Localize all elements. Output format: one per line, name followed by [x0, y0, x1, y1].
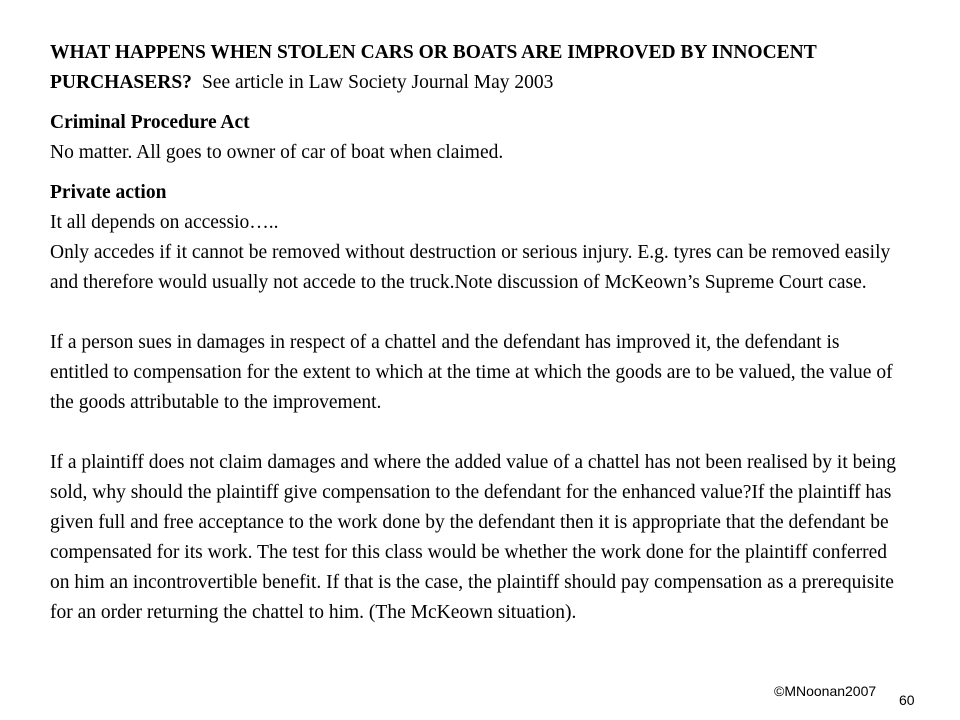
private-section	[50, 178, 900, 298]
heading-title: WHAT HAPPENS WHEN STOLEN CARS OR BOATS ARE IMPROVED BY INNOCENT PURCHASERS?	[50, 42, 817, 93]
private-line1: It all depends on accessio…..	[50, 212, 279, 233]
heading-reference: See article in Law Society Journal May 2003	[201, 72, 554, 93]
criminal-title: Criminal Procedure Act	[50, 112, 250, 133]
private-title: Private action	[50, 182, 167, 203]
footer-page-number: 60	[899, 692, 915, 708]
spacer	[50, 418, 900, 448]
slide-heading	[50, 38, 900, 98]
criminal-section	[50, 108, 900, 168]
private-para3: If a plaintiff does not claim damages and where the added value of a chattel has not been realised by it being sold, why should the plaintiff give compensation to the defendant for the enhanced value?If the plaintiff has given full and free acceptance to the work done by the defendant then it is appropriate that the defendant be compensated for its work. The test for this class would be whether the work done for the plaintiff conferred on him an incontrovertible benefit. If that is the case, the plaintiff should pay compensation as a prerequisite for an order returning the chattel to him. (The McKeown situation).	[50, 452, 896, 623]
private-para2: If a person sues in damages in respect of a chattel and the defendant has improved it, the defendant is entitled to compensation for the extent to which at the time at which the goods are to be valued, the value of the goods attributable to the improvement.	[50, 332, 893, 413]
slide-content	[50, 38, 900, 628]
spacer	[50, 98, 900, 108]
spacer	[50, 168, 900, 178]
criminal-body: No matter. All goes to owner of car of boat when claimed.	[50, 142, 504, 163]
footer-copyright: ©MNoonan2007	[774, 683, 877, 699]
private-para1: Only accedes if it cannot be removed without destruction or serious injury. E.g. tyres can be removed easily and therefore would usually not accede to the truck.Note discussion of McKeown’s Supreme Court case.	[50, 242, 891, 293]
spacer	[50, 298, 900, 328]
